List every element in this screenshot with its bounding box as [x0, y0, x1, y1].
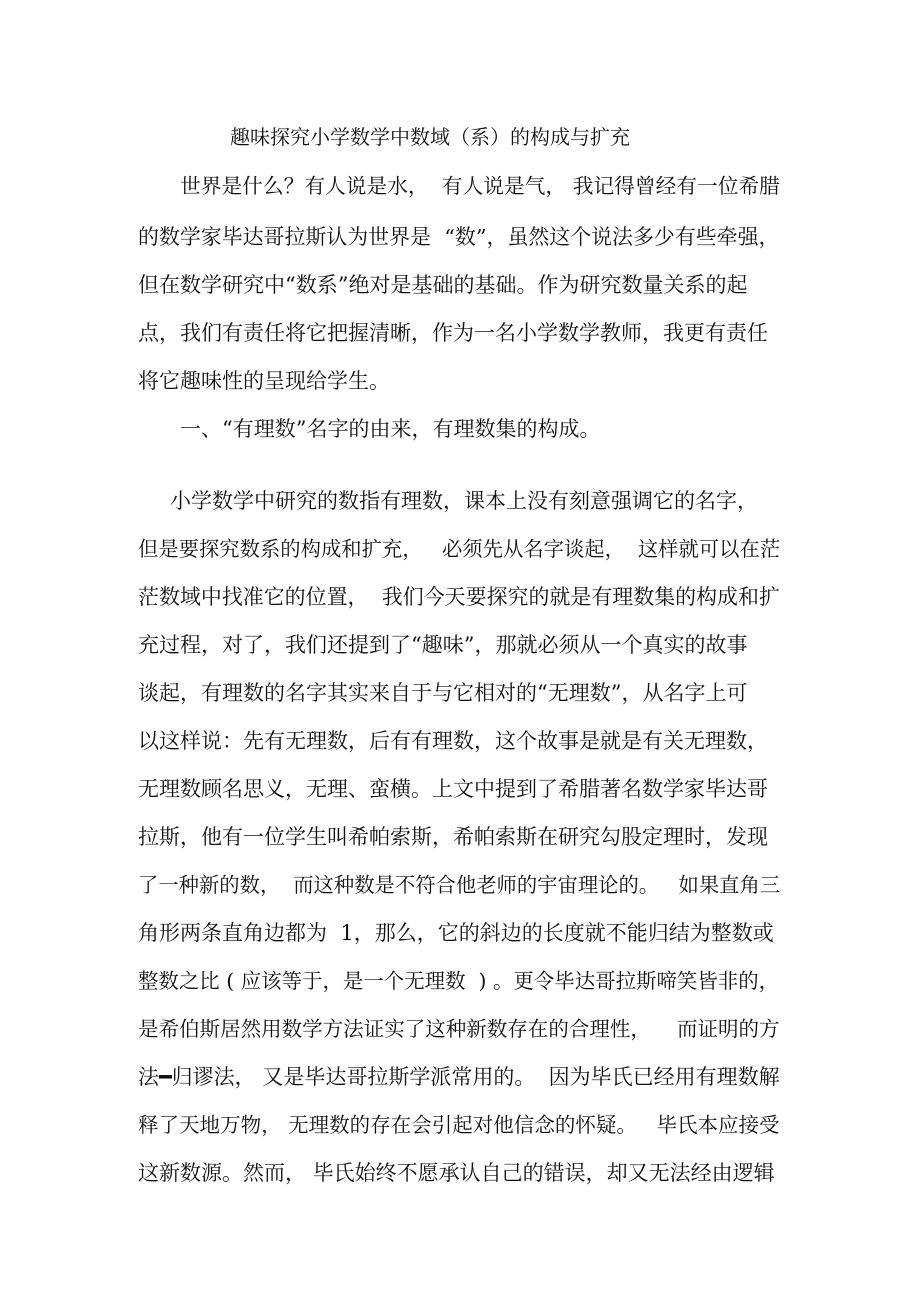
text-line: 充过程，对了，我们还提到了“趣味”，那就必须从一个真实的故事 — [138, 633, 748, 657]
section-heading: 一、“有理数”名字的由来，有理数集的构成。 — [180, 417, 601, 441]
document-title: 趣味探究小学数学中数域（系）的构成与扩充 — [230, 125, 630, 149]
text-line: 茫数域中找准它的位置， 我们今天要探究的就是有理数集的构成和扩 — [138, 585, 780, 609]
text-line: 了一种新的数， 而这种数是不符合他老师的宇宙理论的。 如果直角三 — [138, 873, 781, 897]
text-line: 世界是什么？有人说是水， 有人说是气， 我记得曾经有一位希腊 — [180, 174, 780, 198]
text-line: 法━归谬法， 又是毕达哥拉斯学派常用的。 因为毕氏已经用有理数解 — [138, 1065, 780, 1089]
text-line: 谈起，有理数的名字其实来自于与它相对的“无理数”，从名字上可 — [138, 681, 748, 705]
text-line: 角形两条直角边都为 1，那么，它的斜边的长度就不能归结为整数或 — [138, 921, 774, 945]
text-line: 整数之比 ( 应该等于，是一个无理数 ) 。更令毕达哥拉斯啼笑皆非的， — [138, 969, 780, 993]
text-line: 但是要探究数系的构成和扩充， 必须先从名字谈起， 这样就可以在茫 — [138, 537, 781, 561]
text-line: 拉斯，他有一位学生叫希帕索斯，希帕索斯在研究勾股定理时，发现 — [138, 825, 768, 849]
text-line: 以这样说：先有无理数，后有有理数，这个故事是就是有关无理数， — [138, 729, 768, 753]
text-line: 将它趣味性的呈现给学生。 — [138, 369, 390, 393]
text-line: 小学数学中研究的数指有理数，课本上没有刻意强调它的名字， — [170, 489, 758, 513]
text-line: 但在数学研究中“数系”绝对是基础的基础。作为研究数量关系的起 — [138, 273, 748, 297]
text-line: 释了天地万物， 无理数的存在会引起对他信念的怀疑。 毕氏本应接受 — [138, 1113, 780, 1137]
text-line: 点，我们有责任将它把握清晰，作为一名小学数学教师，我更有责任 — [138, 321, 768, 345]
text-line: 的数学家毕达哥拉斯认为世界是 “数”，虽然这个说法多少有些牵强， — [138, 225, 780, 249]
text-line: 这新数源。然而， 毕氏始终不愿承认自己的错误，却又无法经由逻辑 — [138, 1161, 775, 1185]
text-line: 无理数顾名思义，无理、蛮横。上文中提到了希腊著名数学家毕达哥 — [138, 777, 768, 801]
text-line: 是希伯斯居然用数学方法证实了这种新数存在的合理性， 而证明的方 — [138, 1017, 780, 1041]
